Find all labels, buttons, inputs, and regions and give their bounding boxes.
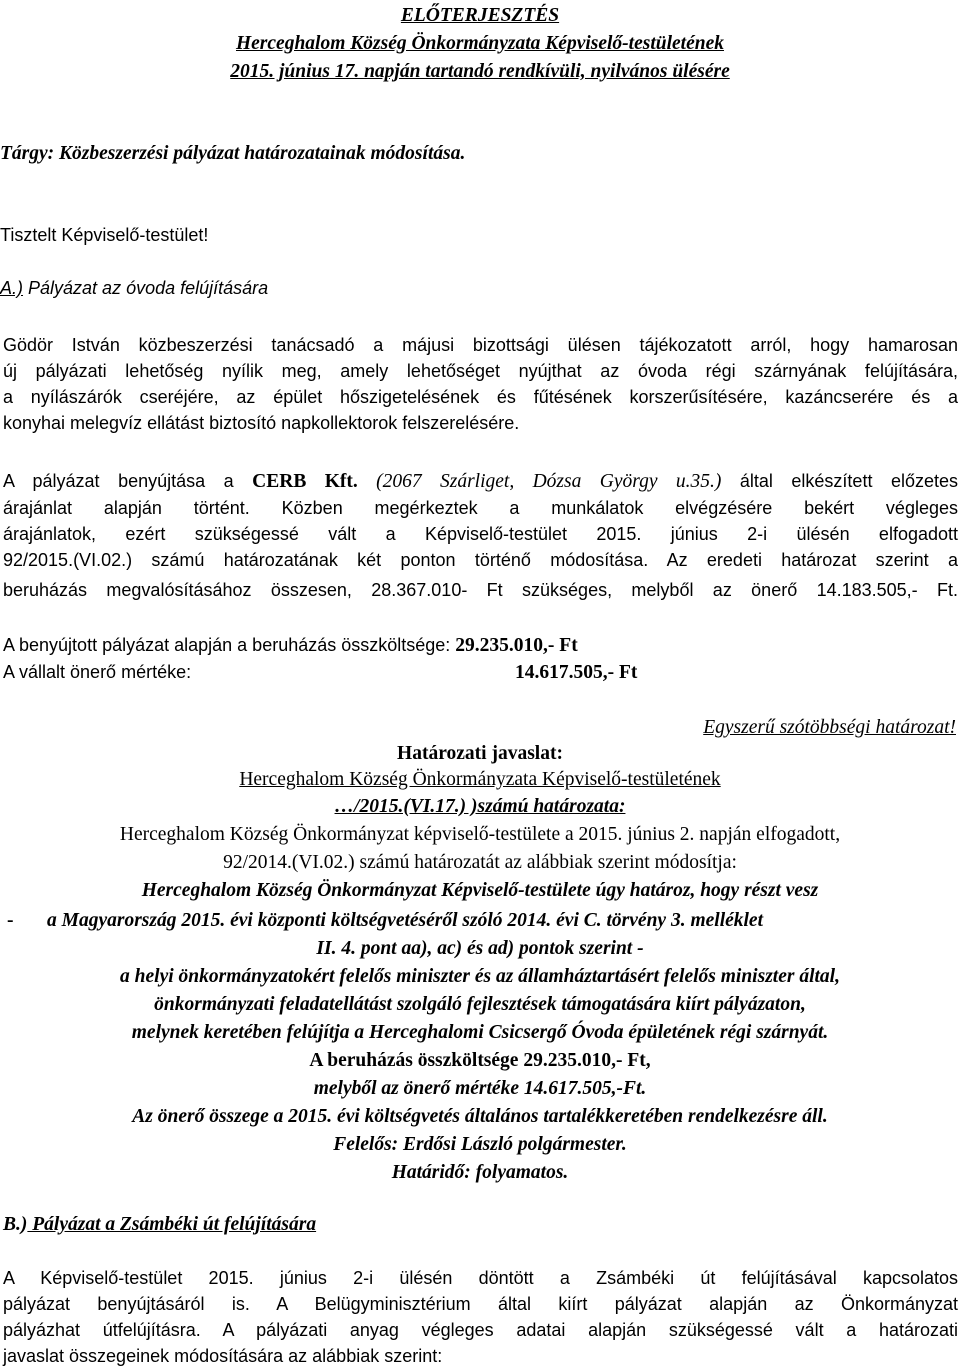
section-a-heading bbox=[0, 276, 960, 301]
section-b-prefix: B.) bbox=[3, 1214, 28, 1235]
total-cost-line bbox=[0, 633, 960, 658]
para2-line-1-end: által elkészített előzetes bbox=[721, 471, 958, 491]
responsible-line: Felelős: Erdősi László polgármester. bbox=[333, 1134, 627, 1155]
para1-line-4: konyhai melegvíz ellátást biztosító napkollektorok felszerelésére. bbox=[3, 413, 520, 433]
document-title: ELŐTERJESZTÉS bbox=[400, 5, 560, 26]
para2-line-3: árajánlatok, ezért szükségessé vált a Képviselő-testület 2015. június 2-i ülésén elfogadott bbox=[3, 524, 958, 544]
document-org: Herceghalom Község Önkormányzata Képviselő-testületének bbox=[235, 33, 724, 54]
decision-line-1: Herceghalom Község Önkormányzat Képviselő-testülete úgy határoz, hogy részt vesz bbox=[141, 880, 819, 901]
own-contribution-label: A vállalt önerő mértéke: bbox=[3, 662, 192, 682]
deadline-line: Határidő: folyamatos. bbox=[391, 1162, 569, 1183]
decision-line-5: önkormányzati feladatellátást szolgáló fejlesztések támogatására kiírt pályázaton, bbox=[154, 994, 806, 1015]
para2-intro: A pályázat benyújtása a bbox=[3, 471, 253, 491]
section-b-heading-text: Pályázat a Zsámbéki út felújítására bbox=[27, 1214, 317, 1235]
section-b-heading bbox=[0, 1212, 960, 1237]
own-contribution-value: 14.617.505,- Ft bbox=[515, 662, 638, 683]
para2-line-2: árajánlat alapján történt. Közben megérkeztek a munkálatok elvégzésére bekért végleges bbox=[3, 498, 958, 518]
resolution-body-line-1: Herceghalom Község Önkormányzat képviselő-testülete a 2015. június 2. napján elfogadott, bbox=[119, 824, 841, 845]
para1-line-2: új pályázati lehetőség nyílik meg, amely lehetőséget nyújthat az óvoda régi szárnyának felújítására, bbox=[3, 361, 958, 381]
section-b-line-3: pályázhat útfelújításra. A pályázati anyag végleges adatai alapján szükségessé vált a határozati bbox=[3, 1320, 958, 1340]
company-address: (2067 Szárliget, Dózsa György u.35.) bbox=[357, 471, 722, 492]
decision-line-2-text: a Magyarország 2015. évi központi költségvetéséről szóló 2014. évi C. törvény 3. melléklet bbox=[47, 910, 764, 931]
proposal-title: Határozati javaslat: bbox=[397, 743, 563, 764]
para2-line-1 bbox=[0, 469, 960, 494]
para1-line-3: a nyílászárók cseréjére, az épület hőszigetelésének és fűtésének korszerűsítésére, kazáncserére és a bbox=[3, 387, 958, 407]
para1-line-1: Gödör István közbeszerzési tanácsadó a májusi bizottsági ülésen tájékozatott arról, hogy hamarosan bbox=[3, 335, 958, 355]
decision-line-6: melynek keretében felújítja a Herceghalomi Csicsergő Óvoda épületének régi szárnyát. bbox=[131, 1022, 829, 1043]
decision-line-9: Az önerő összege a 2015. évi költségvetés általános tartalékkeretében rendelkezésre áll. bbox=[132, 1106, 828, 1127]
decision-line-8: melyből az önerő mértéke 14.617.505,-Ft. bbox=[313, 1078, 647, 1099]
section-b-line-4: javaslat összegeinek módosítására az alábbiak szerint: bbox=[3, 1346, 443, 1366]
decision-line-4: a helyi önkormányzatokért felelős miniszter és az államháztartásért felelős miniszter által, bbox=[120, 966, 840, 987]
decision-line-3: II. 4. pont aa), ac) és ad) pontok szerint - bbox=[316, 938, 644, 959]
total-cost-value: 29.235.010,- Ft bbox=[455, 635, 578, 656]
subject-line: Tárgy: Közbeszerzési pályázat határozatainak módosítása. bbox=[0, 143, 466, 164]
company-name: CERB Kft. bbox=[252, 471, 358, 492]
majority-note: Egyszerű szótöbbségi határozat! bbox=[703, 717, 956, 738]
proposal-org: Herceghalom Község Önkormányzata Képviselő-testületének bbox=[239, 769, 721, 790]
section-a-heading-text: Pályázat az óvoda felújítására bbox=[23, 278, 269, 298]
para2-line-4: 92/2015.(VI.02.) számú határozatának két ponton történő módosítása. Az eredeti határozat szerint a bbox=[3, 550, 958, 570]
list-dash: - bbox=[7, 910, 14, 931]
resolution-number: …/2015.(VI.17.) )számú határozata: bbox=[334, 796, 626, 817]
salutation: Tisztelt Képviselő-testület! bbox=[0, 225, 209, 245]
decision-line-2 bbox=[0, 908, 960, 933]
section-a-prefix: A.) bbox=[0, 278, 24, 298]
resolution-body-line-2: 92/2014.(VI.02.) számú határozatát az alábbiak szerint módosítja: bbox=[223, 852, 737, 873]
section-b-line-1: A Képviselő-testület 2015. június 2-i ülésén döntött a Zsámbéki út felújításával kapcsolatos bbox=[3, 1268, 958, 1288]
section-b-line-2: pályázat benyújtásáról is. A Belügyminisztérium által kiírt pályázat alapján az Önkormányzat bbox=[3, 1294, 958, 1314]
decision-line-7: A beruházás összköltsége 29.235.010,- Ft, bbox=[309, 1050, 651, 1071]
document-date-line: 2015. június 17. napján tartandó rendkívüli, nyilvános ülésére bbox=[230, 61, 730, 82]
para2-line-5: beruházás megvalósításához összesen, 28.367.010- Ft szükséges, melyből az önerő 14.183.505,- Ft. bbox=[3, 580, 958, 600]
total-cost-label: A benyújtott pályázat alapján a beruházás összköltsége: bbox=[3, 635, 456, 655]
